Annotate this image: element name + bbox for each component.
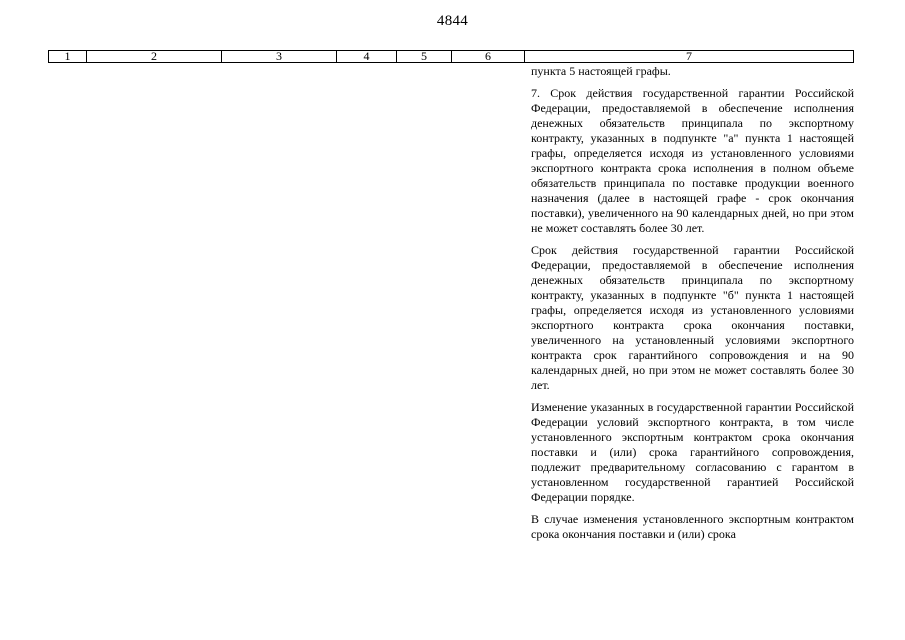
column-number-6: 6: [452, 51, 525, 62]
column-number-4: 4: [337, 51, 397, 62]
paragraph-continuation: пункта 5 настоящей графы.: [531, 64, 671, 78]
paragraph-term-subitem-b: Срок действия государственной гарантии Российской Федерации, предоставляемой в обеспечение исполнения денежных обязательств принципала по экспортному контракту, указанных в подпункте "б" пункта 1 настоящей графы, определяется исходя из установленного условиями экспортного контракта срока окончания поставки, увеличенного на установленный условиями экспортного контракта срок гарантийного сопровождения и на 90 календарных дней, но при этом не может составлять более 30 лет.: [531, 243, 854, 392]
page-number: 4844: [436, 13, 469, 29]
column-number-7: 7: [686, 49, 692, 63]
column-number-1: 1: [49, 51, 87, 62]
column-number-5: 5: [397, 51, 452, 62]
paragraph-contract-changes: Изменение указанных в государственной гарантии Российской Федерации условий экспортного контракта, в том числе установленного экспортным контрактом срока окончания поставки и (или) срока гарантийного сопровождения, подлежит предварительному согласованию с гарантом в установленном государственной гарантией Российской Федерации порядке.: [531, 400, 854, 504]
column-number-header-row: [48, 50, 854, 63]
column-number-3: 3: [222, 51, 337, 62]
paragraph-case-of-change: В случае изменения установленного экспортным контрактом срока окончания поставки и (или) срока: [531, 512, 854, 541]
column-7-text: [531, 64, 854, 542]
paragraph-item-7: 7. Срок действия государственной гарантии Российской Федерации, предоставляемой в обеспечение исполнения денежных обязательств принципала по экспортному контракту, указанных в подпункте "а" пункта 1 настоящей графы, определяется исходя из установленного условиями экспортного контракта срока исполнения в полном объеме обязательств принципала по поставке продукции военного назначения (далее в настоящей графе - срок окончания поставки), увеличенного на 90 календарных дней, но при этом не может составлять более 30 лет.: [531, 86, 854, 235]
column-number-2: 2: [87, 51, 222, 62]
